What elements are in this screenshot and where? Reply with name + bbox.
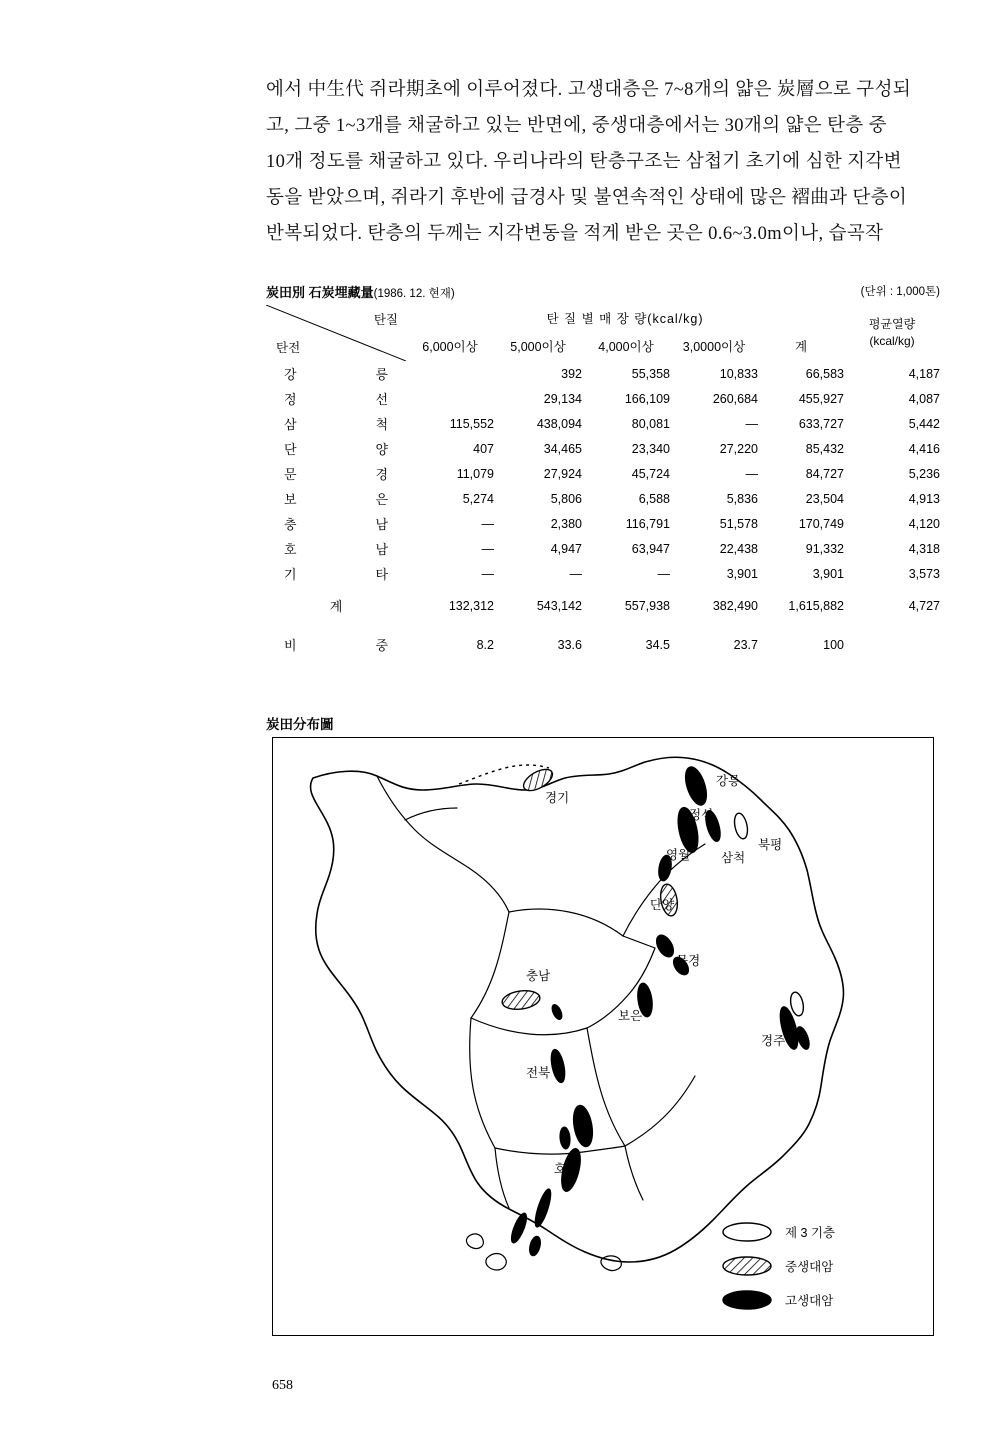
table-cell: 85,432 — [805, 441, 844, 456]
table-cell: 55,358 — [631, 366, 670, 381]
total-cell: 543,142 — [536, 598, 582, 613]
table-cell: 22,438 — [719, 541, 758, 556]
map-label-danyang: 단양 — [650, 898, 675, 912]
table-cell-average: 4,187 — [908, 366, 940, 381]
legend-black-ellipse-icon — [721, 1289, 773, 1311]
table-cell: 23,504 — [805, 491, 844, 506]
table-cell — [406, 361, 494, 386]
map-label-samcheok: 삼척 — [721, 851, 746, 865]
deposit-honam-e — [528, 1235, 543, 1257]
row-label-a: 호 — [284, 542, 297, 557]
table-cell-average: 5,442 — [908, 416, 940, 431]
table-cell: — — [657, 566, 670, 581]
deposit-honam-d — [508, 1211, 529, 1244]
total-cell: 132,312 — [448, 598, 494, 613]
table-cell: 4,947 — [550, 541, 582, 556]
body-paragraph — [266, 72, 940, 252]
table-cell: 51,578 — [719, 516, 758, 531]
table-group-header: 탄 질 별 매 장 량(kcal/kg) — [546, 312, 704, 326]
row-label-a: 정 — [284, 392, 297, 407]
table-cell: 11,079 — [456, 466, 494, 481]
legend-item — [721, 1249, 911, 1283]
table-cell: 84,727 — [805, 466, 844, 481]
table-row — [266, 411, 940, 436]
table-cell: 438,094 — [536, 416, 582, 431]
row-label-a: 보 — [284, 492, 297, 507]
table-cell — [406, 386, 494, 411]
map-label-yeongwol: 영월 — [666, 848, 691, 862]
table-cell: 66,583 — [805, 366, 844, 381]
table-cell: — — [481, 566, 494, 581]
table-cell: 2,380 — [550, 516, 582, 531]
legend-label: 중생대암 — [785, 1260, 834, 1274]
map-label-chungnam: 충남 — [526, 969, 551, 983]
paragraph-line: 10개 정도를 채굴하고 있다. 우리나라의 탄층구조는 삼첩기 초기에 심한 지각변 — [266, 152, 902, 172]
table-col-header: 3,0000이상 — [682, 340, 746, 354]
map-label-jeonbuk: 전북 — [526, 1066, 551, 1080]
table-caption — [266, 282, 940, 301]
table-title-note: (1986. 12. 현재) — [373, 288, 455, 300]
table-cell-average: 5,236 — [908, 466, 940, 481]
table-row — [266, 511, 940, 536]
table-col-header: 5,000이상 — [510, 340, 566, 354]
table-ratio-row — [266, 625, 940, 664]
paragraph-line: 동을 받았으며, 쥐라기 후반에 급경사 및 불연속적인 상태에 많은 褶曲과 단층이 — [266, 188, 908, 208]
row-label-a: 강 — [284, 367, 297, 382]
average-header-line2: (kcal/kg) — [869, 334, 915, 348]
deposit-chungnam-a — [501, 988, 541, 1011]
table-cell: 6,588 — [638, 491, 670, 506]
table-cell: 63,947 — [631, 541, 670, 556]
table-col-header: 계 — [794, 340, 808, 354]
map-label-gyeongju: 경주 — [761, 1034, 786, 1048]
row-label-b: 경 — [375, 467, 388, 482]
paragraph-line: 고, 그중 1~3개를 채굴하고 있는 반면에, 중생대층에서는 30개의 얇은 탄층 중 — [266, 116, 887, 136]
table-cell: 23,340 — [631, 441, 670, 456]
map-label-gyeonggi: 경기 — [545, 791, 570, 805]
total-cell-average: 4,727 — [908, 598, 940, 613]
table-cell: 5,806 — [550, 491, 582, 506]
legend-hatched-ellipse-icon — [721, 1255, 773, 1277]
legend-label: 고생대암 — [785, 1294, 834, 1308]
coal-field-distribution-map — [272, 737, 934, 1336]
row-label-a: 문 — [284, 467, 297, 482]
table-cell: 5,836 — [726, 491, 758, 506]
table-cell-average: 4,318 — [908, 541, 940, 556]
table-row — [266, 386, 940, 411]
total-cell: 557,938 — [624, 598, 670, 613]
table-row — [266, 461, 940, 486]
row-label-a: 단 — [284, 442, 297, 457]
total-label: 계 — [329, 599, 343, 614]
table-cell: — — [569, 566, 582, 581]
table-cell: 166,109 — [624, 391, 670, 406]
table-cell: 633,727 — [798, 416, 844, 431]
table-row — [266, 536, 940, 561]
page-number: 658 — [272, 1378, 293, 1393]
table-cell: 407 — [473, 441, 494, 456]
table-corner-header — [266, 305, 406, 361]
legend-item — [721, 1283, 911, 1317]
row-label-b: 은 — [375, 492, 388, 507]
table-cell: 91,332 — [805, 541, 844, 556]
table-cell: 27,924 — [543, 466, 582, 481]
legend-item — [721, 1215, 911, 1249]
deposit-honam-c — [532, 1187, 554, 1228]
table-cell-average: 4,416 — [908, 441, 940, 456]
row-label-a: 기 — [284, 567, 297, 582]
row-label-b: 선 — [375, 392, 388, 407]
ratio-cell: 8.2 — [476, 637, 494, 652]
deposit-gangneung — [681, 764, 710, 808]
table-cell: 34,465 — [543, 441, 582, 456]
ratio-label-a: 비 — [284, 638, 297, 653]
average-header-line1: 평균열량 — [868, 317, 916, 331]
deposit-jeonbuk — [549, 1048, 568, 1084]
row-label-b: 양 — [375, 442, 388, 457]
table-total-row — [266, 586, 940, 625]
table-cell: 5,274 — [462, 491, 494, 506]
deposit-honam-f — [559, 1127, 571, 1150]
row-label-b: 척 — [375, 417, 388, 432]
table-cell-average: 3,573 — [908, 566, 940, 581]
map-label-boeun: 보은 — [618, 1009, 643, 1023]
table-cell: — — [745, 416, 758, 431]
row-label-b: 릉 — [375, 367, 388, 382]
table-average-header — [844, 305, 940, 361]
row-label-b: 타 — [375, 567, 388, 582]
table-cell: 170,749 — [798, 516, 844, 531]
table-cell-average: 4,087 — [908, 391, 940, 406]
map-label-honam: 호남 — [554, 1162, 579, 1176]
table-col-header: 6,000이상 — [422, 340, 478, 354]
table-cell: 3,901 — [812, 566, 844, 581]
deposit-chungnam-b — [550, 1003, 564, 1021]
table-cell: 80,081 — [631, 416, 670, 431]
table-cell: 29,134 — [543, 391, 582, 406]
ratio-cell: 33.6 — [557, 637, 582, 652]
deposit-honam-a — [570, 1104, 595, 1148]
map-caption: 炭田分布圖 — [266, 717, 334, 732]
row-label-a: 충 — [284, 517, 297, 532]
table-row — [266, 561, 940, 586]
corner-bottom-label: 탄전 — [276, 341, 301, 355]
map-label-bukpyeong: 북평 — [758, 838, 783, 852]
table-cell: — — [481, 541, 494, 556]
table-cell: 116,791 — [625, 516, 670, 531]
table-cell: 260,684 — [712, 391, 758, 406]
paragraph-line: 반복되었다. 탄층의 두께는 지각변동을 적게 받은 곳은 0.6~3.0m이나, 습곡작 — [266, 224, 884, 244]
table-cell-average: 4,120 — [908, 516, 940, 531]
table-cell-average: 4,913 — [908, 491, 940, 506]
table-cell: 3,901 — [726, 566, 758, 581]
row-label-b: 남 — [375, 517, 388, 532]
map-label-jeongseon: 정선 — [689, 808, 714, 822]
legend-label: 제 3 기층 — [785, 1226, 836, 1240]
map-legend — [721, 1215, 911, 1317]
map-label-gangneung: 강릉 — [716, 774, 741, 788]
table-cell: 455,927 — [798, 391, 844, 406]
table-cell: 10,833 — [719, 366, 758, 381]
table-cell: 45,724 — [631, 466, 670, 481]
row-label-a: 삼 — [284, 417, 297, 432]
ratio-cell: 100 — [823, 637, 844, 652]
total-cell: 1,615,882 — [788, 598, 844, 613]
table-unit-note: (단위 : 1,000톤) — [860, 286, 940, 298]
table-cell: 392 — [561, 366, 582, 381]
ratio-cell-average — [844, 625, 940, 664]
map-label-mungyeong: 문경 — [676, 954, 701, 968]
ratio-cell: 23.7 — [733, 637, 758, 652]
table-cell: 27,220 — [719, 441, 758, 456]
corner-top-label: 탄질 — [373, 313, 398, 327]
total-cell: 382,490 — [712, 598, 758, 613]
deposit-mungyeong-a — [653, 932, 677, 960]
deposit-bukpyeong — [732, 812, 749, 840]
ratio-label-b: 중 — [375, 638, 388, 653]
coal-reserves-table — [266, 305, 940, 664]
table-row — [266, 436, 940, 461]
table-cell: — — [481, 516, 494, 531]
table-cell: — — [745, 466, 758, 481]
paragraph-line: 에서 中生代 쥐라期초에 이루어졌다. 고생대층은 7~8개의 얇은 炭層으로 구성되 — [266, 80, 912, 100]
table-row — [266, 486, 940, 511]
table-cell: 115,552 — [449, 416, 494, 431]
table-col-header: 4,000이상 — [598, 340, 654, 354]
table-row — [266, 361, 940, 386]
legend-white-ellipse-icon — [721, 1221, 773, 1243]
table-title: 炭田別 石炭埋藏量 — [266, 285, 374, 300]
ratio-cell: 34.5 — [645, 637, 670, 652]
row-label-b: 남 — [375, 542, 388, 557]
